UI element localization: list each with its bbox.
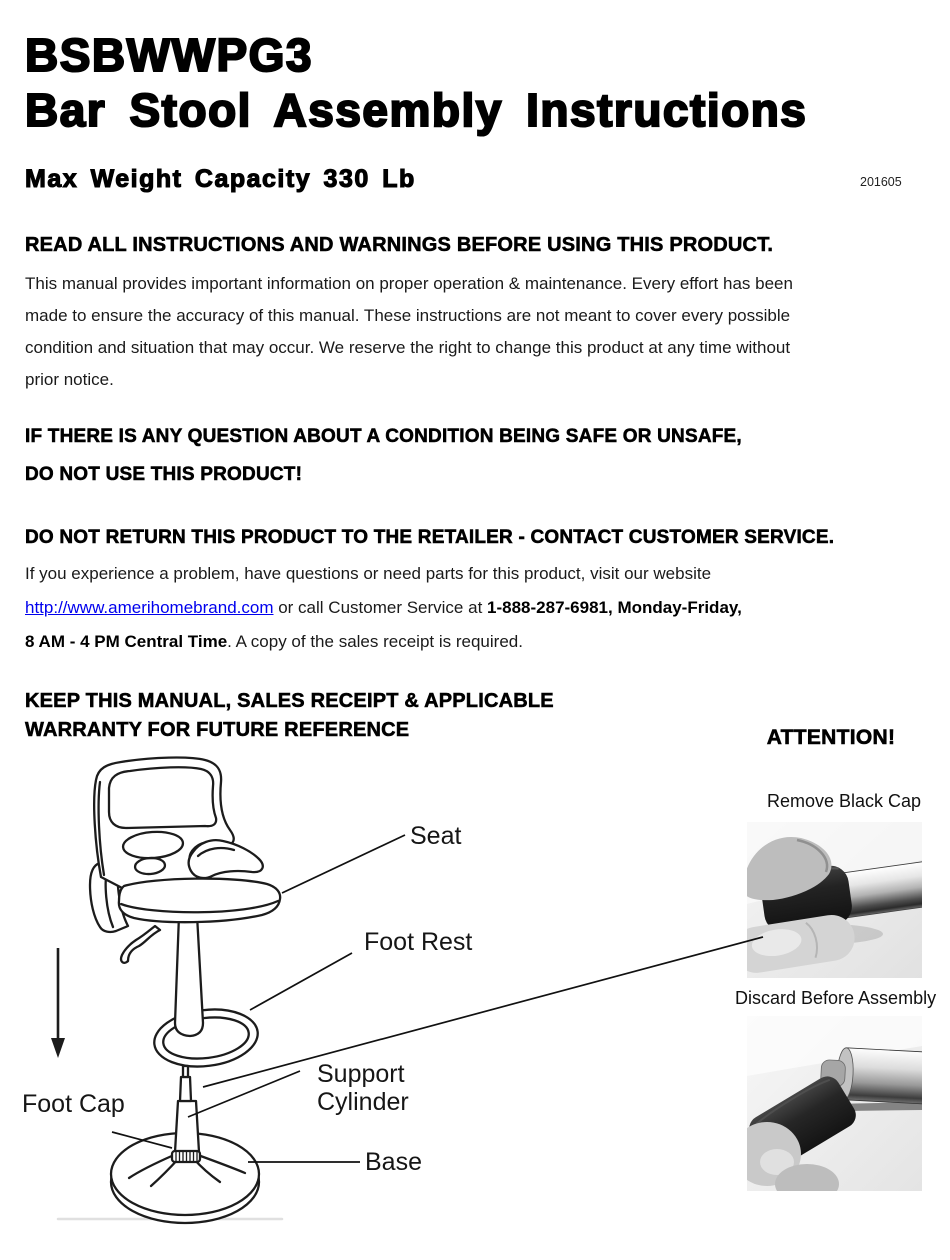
- seat-leader-line: [282, 835, 405, 893]
- base-spokes: [129, 1155, 245, 1186]
- contact-line-2: [25, 591, 742, 625]
- support-cylinder-shape: [175, 1101, 199, 1152]
- label-foot-rest: Foot Rest: [364, 928, 473, 956]
- warning-line-2: DO NOT USE THIS PRODUCT!: [25, 464, 303, 485]
- read-heading: READ ALL INSTRUCTIONS AND WARNINGS BEFORE USING THIS PRODUCT.: [25, 234, 774, 256]
- contact-line-3: [25, 625, 742, 659]
- down-arrow-head: [51, 1038, 65, 1058]
- foot-rest-leader-line: [250, 953, 352, 1010]
- photo-to-cylinder-leader-line: [203, 937, 763, 1087]
- photo-caption-discard: Discard Before Assembly: [735, 988, 937, 1008]
- label-base: Base: [365, 1148, 422, 1176]
- armrest: [189, 840, 263, 878]
- leader-lines: [112, 835, 763, 1162]
- backrest-left-edge: [99, 782, 104, 875]
- support-cylinder-leader-line: [188, 1071, 300, 1117]
- foot-cap-collar: [172, 1151, 200, 1162]
- attention-heading: ATTENTION!: [766, 726, 896, 749]
- intro-line: prior notice.: [25, 370, 114, 389]
- back-oval-large: [122, 830, 184, 860]
- back-oval-small: [134, 857, 165, 875]
- seat-front-edge: [121, 901, 278, 912]
- contact-line-3-rest: . A copy of the sales receipt is required.: [227, 632, 523, 651]
- footrest-outer: [151, 1004, 261, 1072]
- base-rim: [111, 1141, 259, 1223]
- armrest-inner-line: [198, 848, 234, 856]
- model-number-title: BSBWWPG3: [25, 29, 313, 81]
- doc-number: 201605: [860, 175, 902, 189]
- footrest-inner: [161, 1013, 251, 1063]
- contact-line-2-mid: or call Customer Service at: [273, 598, 488, 617]
- intro-line: This manual provides important information on proper operation & maintenance. Every effort has been: [25, 274, 793, 293]
- backrest-outer: [94, 758, 233, 893]
- foot-cap-leader-line: [112, 1132, 172, 1148]
- stool-pole: [175, 915, 203, 1036]
- intro-line: condition and situation that may occur. We reserve the right to change this product at any time without: [25, 338, 791, 357]
- stool-line-art: [90, 758, 280, 1073]
- chrome-cylinder-shape: [844, 1048, 922, 1104]
- contact-line-1: If you experience a problem, have questions or need parts for this product, visit our website: [25, 564, 712, 583]
- label-support-line2: Cylinder: [317, 1088, 409, 1116]
- cylinder-rod: [180, 1077, 191, 1101]
- label-foot-cap: Foot Cap: [22, 1090, 125, 1118]
- label-support-line1: Support: [317, 1060, 405, 1088]
- seat-side-panel-edge: [106, 865, 113, 927]
- keep-heading: [25, 687, 554, 745]
- capacity-subtitle: Max Weight Capacity 330 Lb: [25, 165, 416, 193]
- photo-remove-black-cap: [747, 822, 922, 978]
- keep-line-1: KEEP THIS MANUAL, SALES RECEIPT & APPLICABLE: [25, 690, 554, 712]
- central-time-bold: 8 AM - 4 PM Central Time: [25, 632, 228, 651]
- phone-hours-bold: 1-888-287-6981, Monday-Friday,: [487, 598, 742, 617]
- cylinder-tip: [183, 1066, 188, 1077]
- website-link[interactable]: http://www.amerihomebrand.com: [25, 598, 274, 617]
- down-arrow: [51, 948, 65, 1058]
- label-support-cylinder: [317, 1060, 409, 1116]
- photo-discard-black-cap: [747, 1016, 922, 1191]
- seat-side-panel: [90, 863, 128, 932]
- product-title: Bar Stool Assembly Instructions: [25, 84, 808, 136]
- photo-caption-remove: Remove Black Cap: [766, 791, 922, 811]
- base-top: [111, 1133, 259, 1215]
- backrest-inner-panel: [109, 767, 216, 828]
- warning-line-1: IF THERE IS ANY QUESTION ABOUT A CONDITION BEING SAFE OR UNSAFE,: [25, 426, 742, 447]
- intro-line: made to ensure the accuracy of this manual. These instructions are not meant to cover every possible: [25, 306, 791, 325]
- keep-line-2: WARRANTY FOR FUTURE REFERENCE: [25, 719, 410, 741]
- seat-cushion: [119, 879, 280, 923]
- service-heading: DO NOT RETURN THIS PRODUCT TO THE RETAILER - CONTACT CUSTOMER SERVICE.: [25, 527, 835, 548]
- contact-paragraph: [25, 557, 742, 659]
- label-seat: Seat: [410, 822, 462, 850]
- intro-paragraph: [25, 268, 793, 396]
- collar-ribs: [176, 1152, 197, 1161]
- gas-lever: [121, 926, 160, 963]
